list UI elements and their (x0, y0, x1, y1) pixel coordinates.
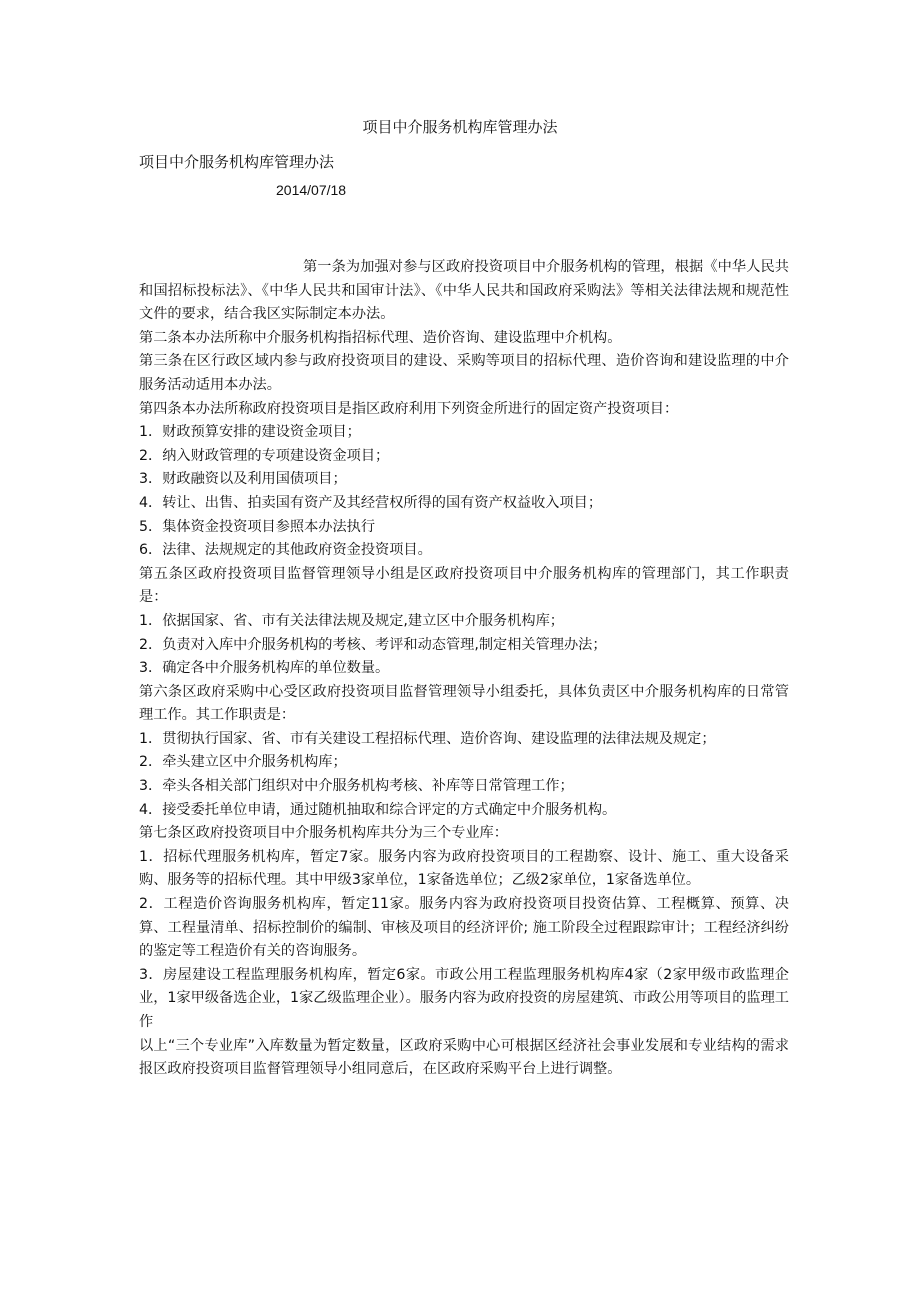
list-item: 1．依据国家、省、市有关法律法规及规定,建立区中介服务机构库； (139, 612, 564, 629)
article-3-paragraph: 第三条在区行政区域内参与政府投资项目的建设、采购等项目的招标代理、造价咨询和建设监理的中介服务活动适用本办法。 (139, 353, 789, 393)
list-item: 1．招标代理服务机构库，暂定7家。服务内容为政府投资项目的工程勘察、设计、施工、重大设备采购、服务等的招标代理。其中甲级3家单位，1家备选单位；乙级2家单位，1家备选单位。 (139, 848, 789, 889)
article-4-paragraph: 第四条本办法所称政府投资项目是指区政府利用下列资金所进行的固定资产投资项目： (139, 400, 679, 417)
article-2-paragraph: 第二条本办法所称中介服务机构指招标代理、造价咨询、建设监理中介机构。 (139, 329, 622, 346)
list-item: 5．集体资金投资项目参照本办法执行 (139, 518, 376, 535)
list-item: 2．纳入财政管理的专项建设资金项目； (139, 447, 390, 464)
article-6-paragraph: 第六条区政府采购中心受区政府投资项目监督管理领导小组委托，具体负责区中介服务机构库的日常管理工作。其工作职责是： (139, 683, 789, 724)
article-1-paragraph: 第一条为加强对参与区政府投资项目中介服务机构的管理，根据《中华人民共和国招标投标法》、《中华人民共和国审计法》、《中华人民共和国政府采购法》等相关法律法规和规范性文件的要求，结合我区实际制定本办法。 (139, 259, 789, 323)
document-title: 项目中介服务机构库管理办法 (362, 118, 558, 136)
list-item: 1．财政预算安排的建设资金项目； (139, 424, 361, 441)
list-item: 4．转让、出售、拍卖国有资产及其经营权所得的国有资产权益收入项目； (139, 494, 603, 511)
list-item: 3．房屋建设工程监理服务机构库，暂定6家。市政公用工程监理服务机构库4家（2家甲级市政监理企业，1家甲级备选企业，1家乙级监理企业）。服务内容为政府投资的房屋建筑、市政公用等项目的监理工作 (139, 966, 789, 1030)
list-item: 3．确定各中介服务机构库的单位数量。 (139, 660, 390, 677)
article-7-paragraph: 第七条区政府投资项目中介服务机构库共分为三个专业库： (139, 825, 508, 842)
list-item: 3．牵头各相关部门组织对中介服务机构考核、补库等日常管理工作； (139, 778, 574, 795)
list-item: 6．法律、法规规定的其他政府资金投资项目。 (139, 542, 432, 559)
document-date: 2014/07/18 (276, 182, 347, 198)
list-item: 3．财政融资以及利用国债项目； (139, 471, 347, 488)
list-item: 2．负责对入库中介服务机构的考核、考评和动态管理,制定相关管理办法； (139, 636, 607, 653)
list-item: 4．接受委托单位申请，通过随机抽取和综合评定的方式确定中介服务机构。 (139, 801, 617, 818)
document-subtitle: 项目中介服务机构库管理办法 (139, 153, 335, 171)
list-item: 2．工程造价咨询服务机构库，暂定11家。服务内容为政府投资项目投资估算、工程概算、预算、决算、工程量清单、招标控制价的编制、审核及项目的经济评价; 施工阶段全过程跟踪审计；工程经济纠纷的鉴定等工程造价有关的咨询服务。 (139, 896, 789, 960)
list-item: 2．牵头建立区中介服务机构库； (139, 754, 347, 771)
article-5-paragraph: 第五条区政府投资项目监督管理领导小组是区政府投资项目中介服务机构库的管理部门，其工作职责是： (139, 565, 789, 606)
document-body (139, 256, 789, 1082)
closing-paragraph: 以上“三个专业库”入库数量为暂定数量，区政府采购中心可根据区经济社会事业发展和专业结构的需求报区政府投资项目监督管理领导小组同意后，在区政府采购平台上进行调整。 (139, 1037, 789, 1078)
list-item: 1．贯彻执行国家、省、市有关建设工程招标代理、造价咨询、建设监理的法律法规及规定； (139, 730, 716, 747)
